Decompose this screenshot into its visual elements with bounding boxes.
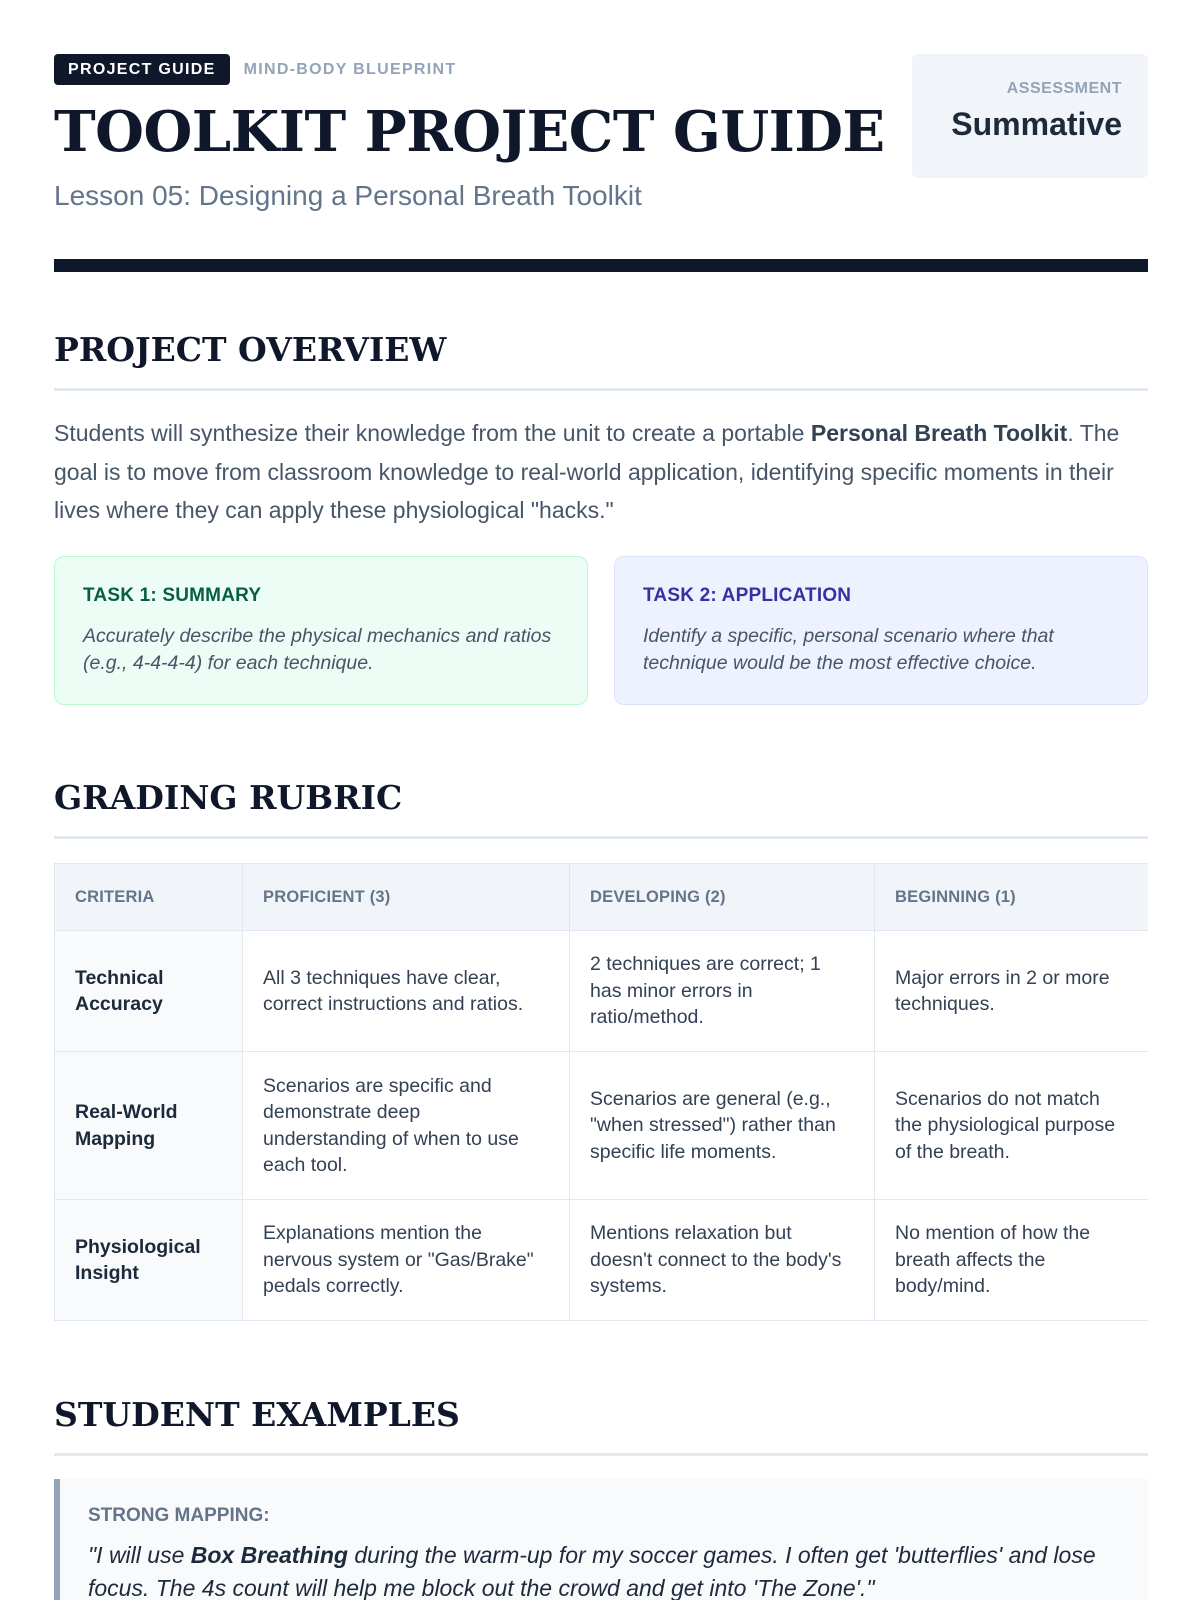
lesson-subtitle: Lesson 05: Designing a Personal Breath Toolkit (54, 180, 642, 211)
developing-cell: 2 techniques are correct; 1 has minor errors in ratio/method. (570, 931, 875, 1052)
header-divider (54, 259, 1148, 272)
assessment-box (912, 54, 1148, 178)
project-guide-badge: PROJECT GUIDE (54, 54, 230, 85)
overview-text-start: Students will synthesize their knowledge from the unit to create a portable (54, 420, 811, 446)
quote-bold: Box Breathing (190, 1542, 348, 1568)
task-title: TASK 1: SUMMARY (83, 585, 262, 606)
proficient-cell: Explanations mention the nervous system or "Gas/Brake" pedals correctly. (243, 1200, 570, 1321)
task-card-application (614, 556, 1148, 705)
task-description: Identify a specific, personal scenario where that technique would be the most effective choice. (643, 625, 1054, 674)
table-row (55, 1200, 1149, 1321)
overview-text-bold: Personal Breath Toolkit (810, 420, 1068, 446)
table-row (55, 931, 1149, 1052)
table-row (55, 1052, 1149, 1200)
overview-paragraph (54, 414, 1148, 530)
grading-rubric-table (54, 863, 1148, 1321)
section-divider (54, 836, 1148, 839)
examples-section-header (54, 1395, 1148, 1456)
beginning-cell: No mention of how the breath affects the body/mind. (875, 1200, 1149, 1321)
criteria-cell: Real-World Mapping (55, 1052, 243, 1200)
column-header-proficient: PROFICIENT (3) (243, 864, 570, 931)
section-divider (54, 388, 1148, 391)
task-card-summary (54, 556, 588, 705)
beginning-cell: Major errors in 2 or more techniques. (875, 931, 1149, 1052)
proficient-cell: Scenarios are specific and demonstrate deep understanding of when to use each tool. (243, 1052, 570, 1200)
column-header-developing: DEVELOPING (2) (570, 864, 875, 931)
proficient-cell: All 3 techniques have clear, correct instructions and ratios. (243, 931, 570, 1052)
unit-subtag: MIND-BODY BLUEPRINT (243, 60, 457, 78)
rubric-section-header (54, 778, 1148, 839)
rubric-heading: GRADING RUBRIC (54, 778, 403, 817)
assessment-value: Summative (951, 106, 1122, 142)
criteria-cell: Technical Accuracy (55, 931, 243, 1052)
assessment-label: ASSESSMENT (1006, 80, 1122, 97)
example-label: STRONG MAPPING: (88, 1505, 270, 1526)
criteria-cell: Physiological Insight (55, 1200, 243, 1321)
header (54, 0, 1148, 272)
section-divider (54, 1453, 1148, 1456)
task-description: Accurately describe the physical mechanics and ratios (e.g., 4-4-4-4) for each technique. (83, 625, 552, 674)
developing-cell: Scenarios are general (e.g., "when stressed") rather than specific life moments. (570, 1052, 875, 1200)
quote-start: "I will use (88, 1542, 191, 1568)
task-title: TASK 2: APPLICATION (643, 585, 852, 606)
overview-heading: PROJECT OVERVIEW (54, 330, 447, 369)
beginning-cell: Scenarios do not match the physiological purpose of the breath. (875, 1052, 1149, 1200)
overview-section-header (54, 330, 1148, 391)
tag-row (54, 54, 456, 85)
column-header-criteria: CRITERIA (55, 864, 243, 931)
table-header-row (55, 864, 1149, 931)
project-guide-page (54, 0, 1148, 1600)
student-example-callout (54, 1479, 1148, 1600)
column-header-beginning: BEGINNING (1) (875, 864, 1149, 931)
example-quote (88, 1539, 1120, 1600)
developing-cell: Mentions relaxation but doesn't connect to the body's systems. (570, 1200, 875, 1321)
page-title: TOOLKIT PROJECT GUIDE (54, 99, 885, 165)
overview-text-end: . The goal is to move from classroom knowledge to real-world application, identifying specific moments in their lives where they can apply these physiological "hacks." (54, 420, 1120, 523)
quote-end: during the warm-up for my soccer games. I often get 'butterflies' and lose focus. The 4s count will help me block out the crowd and get into 'The Zone'." (88, 1542, 1096, 1600)
examples-heading: STUDENT EXAMPLES (54, 1395, 460, 1434)
